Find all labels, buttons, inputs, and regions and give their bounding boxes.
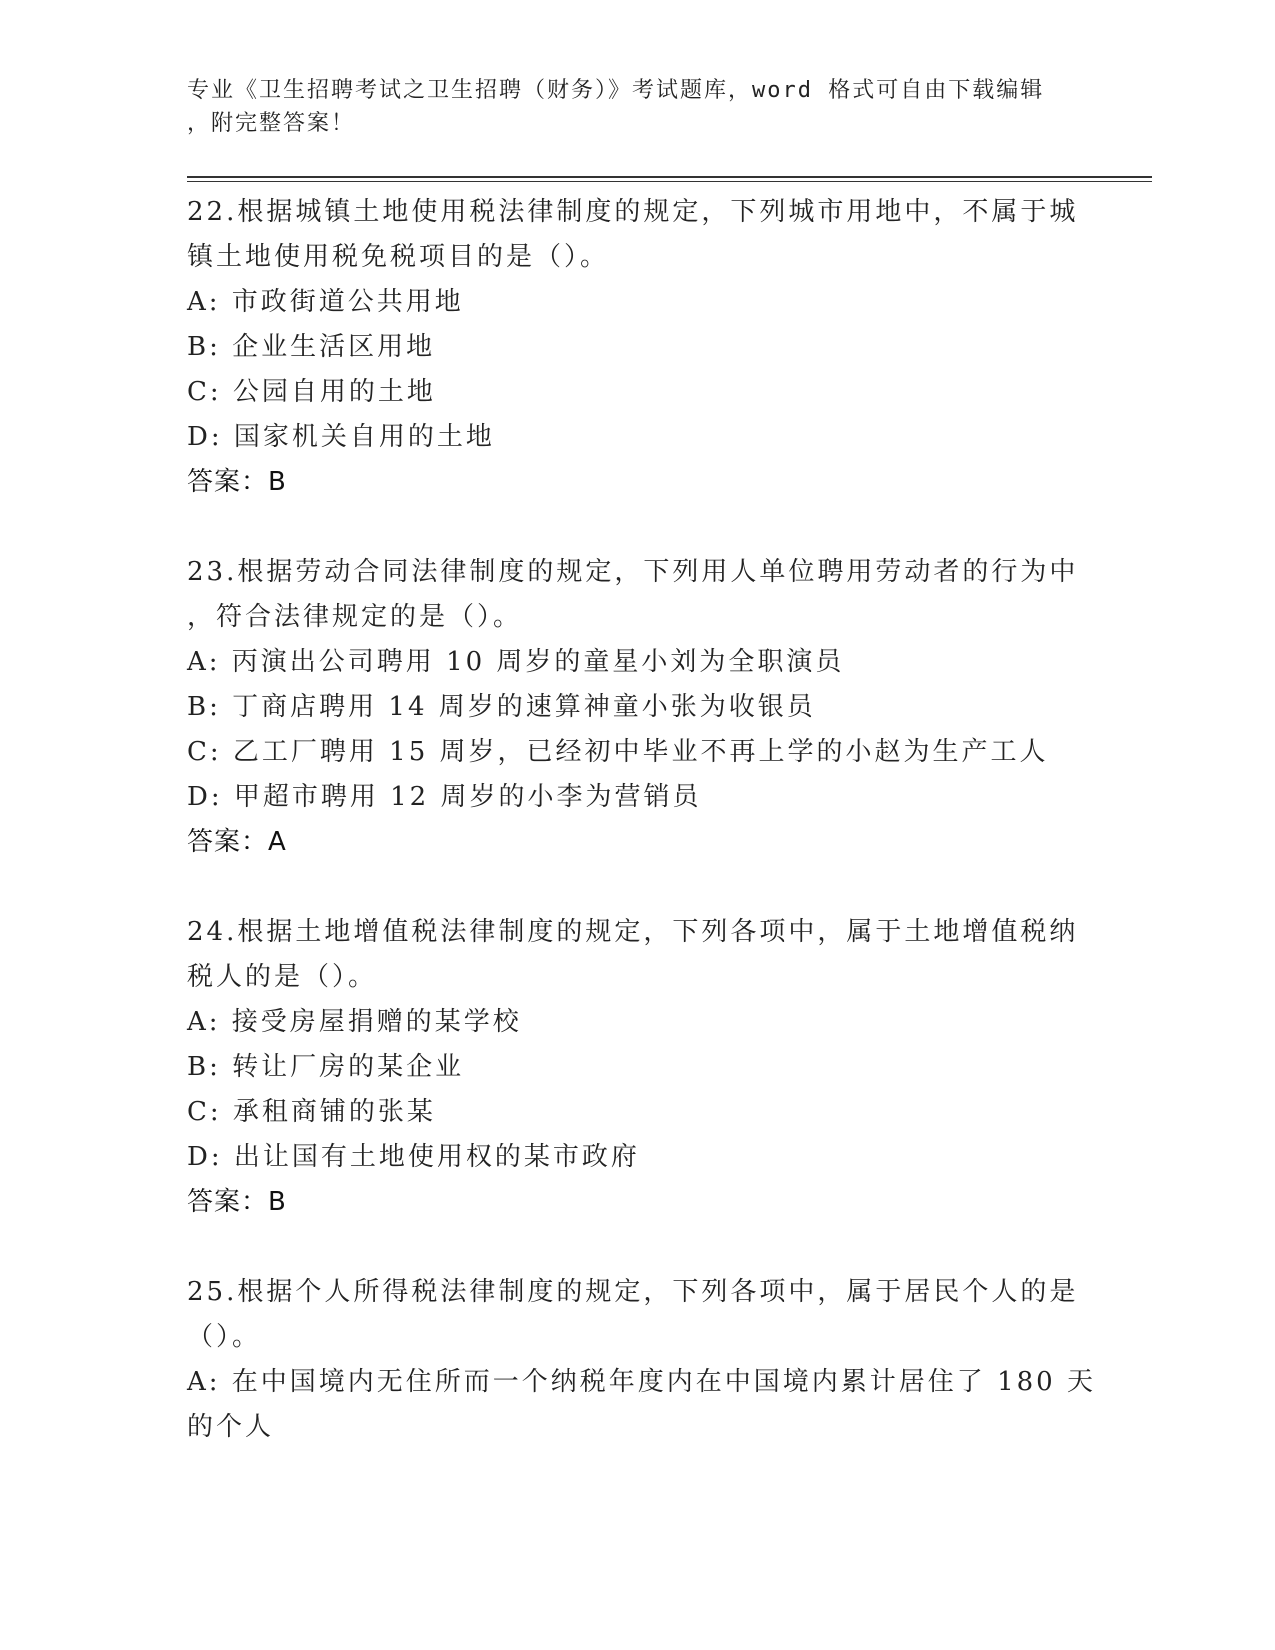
question-list (187, 190, 1096, 1495)
option-b: B: 转让厂房的某企业 (187, 1052, 465, 1082)
header-line: 专业《卫生招聘考试之卫生招聘（财务）》考试题库，word 格式可自由下载编辑 (187, 78, 1045, 103)
header-line: ，附完整答案！ (187, 111, 356, 136)
answer-label: 答案：B (187, 1187, 287, 1217)
question-stem: 23.根据劳动合同法律制度的规定，下列用人单位聘用劳动者的行为中 (187, 557, 1079, 587)
option-c: C: 乙工厂聘用 15 周岁，已经初中毕业不再上学的小赵为生产工人 (187, 737, 1049, 767)
question-stem: 镇土地使用税免税项目的是（）。 (187, 242, 610, 272)
answer-label: 答案：A (187, 827, 287, 857)
question-23 (187, 550, 1087, 865)
option-a: A: 在中国境内无住所而一个纳税年度内在中国境内累计居住了 180 天 (187, 1367, 1096, 1397)
option-d: D: 国家机关自用的土地 (187, 422, 495, 452)
question-stem: 24.根据土地增值税法律制度的规定，下列各项中，属于土地增值税纳 (187, 917, 1079, 947)
question-stem: 22.根据城镇土地使用税法律制度的规定，下列城市用地中，不属于城 (187, 197, 1079, 227)
option-c: C: 公园自用的土地 (187, 377, 436, 407)
option-b: B: 企业生活区用地 (187, 332, 436, 362)
question-25 (187, 1270, 1096, 1450)
answer-label: 答案：B (187, 467, 287, 497)
header-divider (187, 176, 1152, 182)
question-24 (187, 910, 1087, 1225)
question-stem: （）。 (187, 1322, 262, 1352)
question-stem: 25.根据个人所得税法律制度的规定，下列各项中，属于居民个人的是 (187, 1277, 1079, 1307)
question-22 (187, 190, 1087, 505)
option-d: D: 出让国有土地使用权的某市政府 (187, 1142, 640, 1172)
question-stem: 税人的是（）。 (187, 962, 378, 992)
document-header (187, 74, 1077, 140)
option-a: A: 接受房屋捐赠的某学校 (187, 1007, 522, 1037)
question-stem: ，符合法律规定的是（）。 (187, 602, 523, 632)
option-b: B: 丁商店聘用 14 周岁的速算神童小张为收银员 (187, 692, 816, 722)
option-c: C: 承租商铺的张某 (187, 1097, 436, 1127)
option-a: A: 丙演出公司聘用 10 周岁的童星小刘为全职演员 (187, 647, 845, 677)
option-a: A: 市政街道公共用地 (187, 287, 464, 317)
option-d: D: 甲超市聘用 12 周岁的小李为营销员 (187, 782, 702, 812)
option-a-continuation: 的个人 (187, 1412, 275, 1442)
